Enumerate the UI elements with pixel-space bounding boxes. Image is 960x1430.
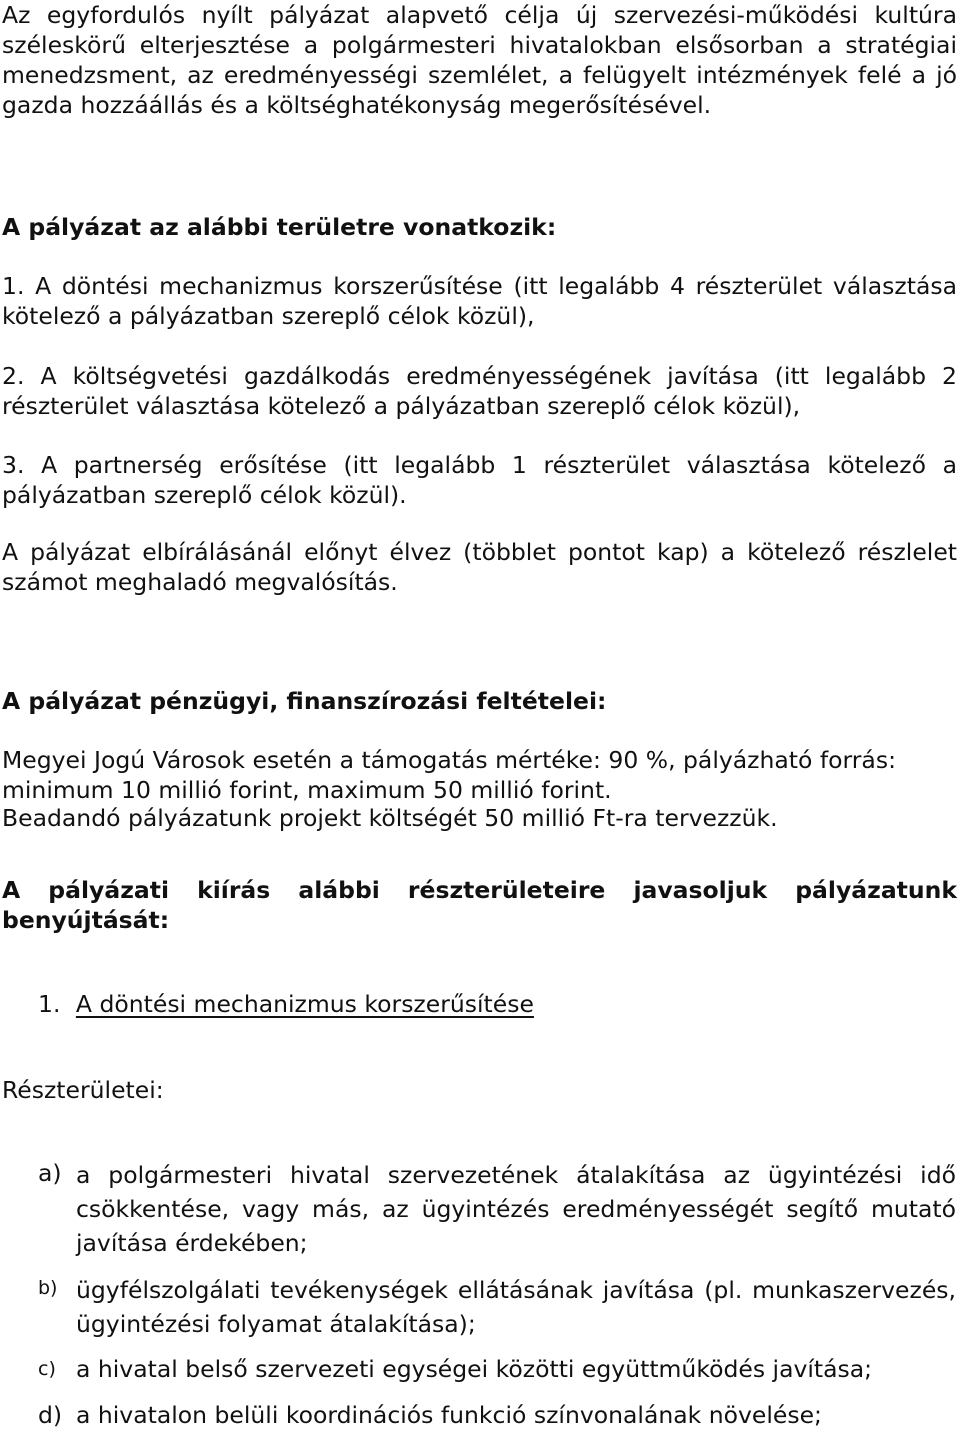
scope-item-1-text: A döntési mechanizmus korszerűsítése (itt legalább 4 részterület választása kötelező a pályázatban szereplő célok közül), [2, 272, 957, 330]
scope-heading: A pályázat az alábbi területre vonatkozik: [2, 213, 557, 241]
scope-item-3 [2, 450, 957, 510]
subarea-item-c [38, 1354, 956, 1384]
subarea-marker-a: a) [38, 1159, 62, 1187]
subarea-item-a [38, 1158, 956, 1260]
subareas-label: Részterületei: [2, 1076, 164, 1104]
scope-item-1 [2, 271, 957, 331]
finance-line-1: Megyei Jogú Városok esetén a támogatás mértéke: 90 %, pályázható forrás: minimum 10 millió forint, maximum 50 millió forint. [2, 746, 896, 804]
section-1-heading [38, 989, 938, 1019]
subarea-marker-c: c) [38, 1358, 56, 1380]
finance-heading: A pályázat pénzügyi, finanszírozási feltételei: [2, 687, 607, 715]
subarea-text-d: a hivatalon belüli koordinációs funkció színvonalának növelése; [76, 1401, 822, 1429]
subarea-text-c: a hivatal belső szervezeti egységei közötti együttműködés javítása; [76, 1355, 873, 1383]
scope-item-2-text: A költségvetési gazdálkodás eredményességének javítása (itt legalább 2 részterület választása kötelező a pályázatban szereplő célok közül), [2, 362, 957, 420]
section-1-number: 1. [38, 990, 61, 1018]
scope-item-2 [2, 361, 957, 421]
advantage-paragraph: A pályázat elbírálásánál előnyt élvez (többlet pontot kap) a kötelező részlelet számot meghaladó megvalósítás. [2, 538, 957, 596]
intro-paragraph: Az egyfordulós nyílt pályázat alapvető célja új szervezési-működési kultúra széleskörű elterjesztése a polgármesteri hivatalokban elsősorban a stratégiai menedzsment, az eredményességi szemlélet, a felügyelt intézmények felé a jó gazda hozzáállás és a költséghatékonyság megerősítésével. [2, 1, 957, 119]
subarea-item-b [38, 1273, 956, 1341]
recommend-heading: A pályázati kiírás alábbi részterületeire javasoljuk pályázatunk benyújtását: [2, 876, 957, 934]
scope-item-2-number: 2. [2, 362, 25, 390]
section-1-title: A döntési mechanizmus korszerűsítése [75, 990, 534, 1018]
subarea-text-a: a polgármesteri hivatal szervezetének átalakítása az ügyintézési idő csökkentése, vagy más, az ügyintézés eredményességét segítő mutató javítása érdekében; [76, 1161, 956, 1257]
subarea-text-b: ügyfélszolgálati tevékenységek ellátásának javítása (pl. munkaszervezés, ügyintézési folyamat átalakítása); [76, 1276, 956, 1338]
subarea-marker-d: d) [38, 1401, 63, 1429]
subarea-item-d [38, 1400, 956, 1430]
scope-item-1-number: 1. [2, 272, 25, 300]
scope-item-3-text: A partnerség erősítése (itt legalább 1 részterület választása kötelező a pályázatban szereplő célok közül). [2, 451, 957, 509]
scope-item-3-number: 3. [2, 451, 25, 479]
finance-line-2: Beadandó pályázatunk projekt költségét 50 millió Ft-ra tervezzük. [2, 804, 778, 832]
subarea-marker-b: b) [38, 1277, 58, 1299]
